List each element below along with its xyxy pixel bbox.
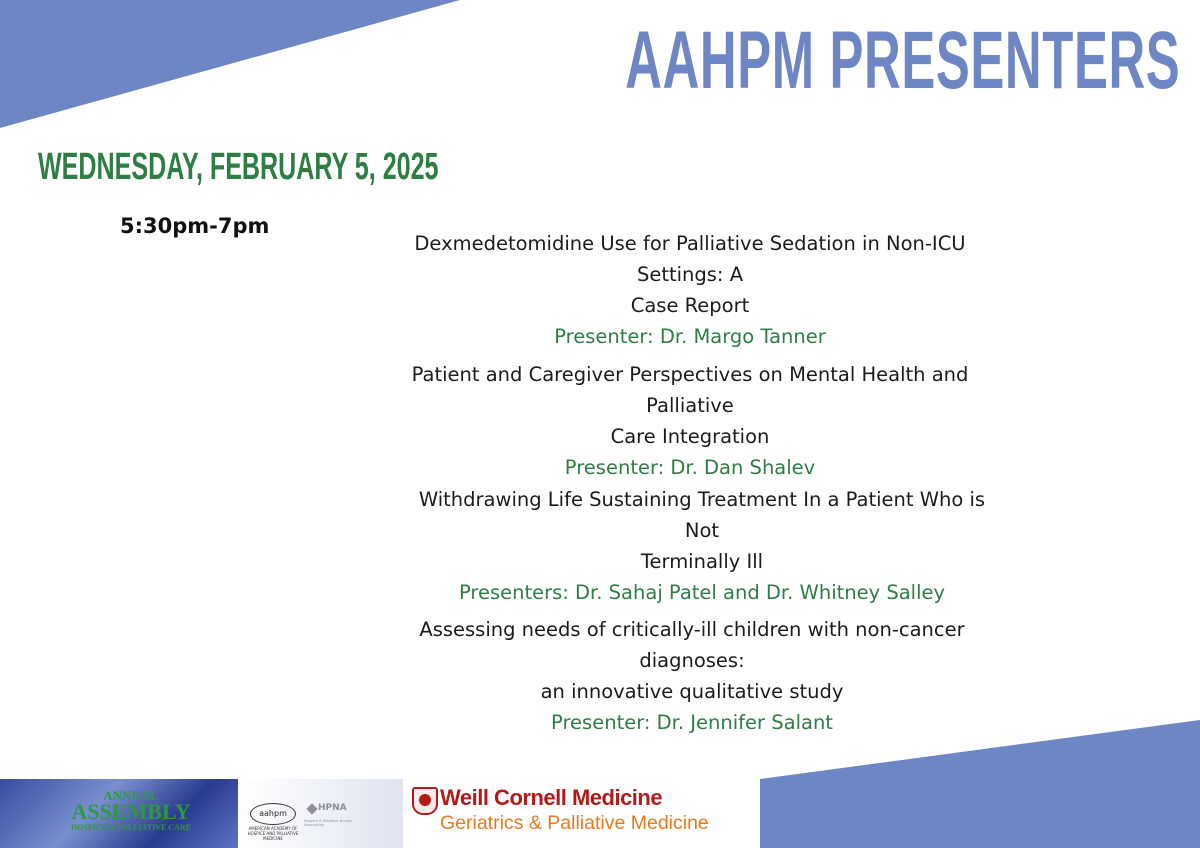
annual-assembly-logo: [0, 779, 238, 848]
session-title-cont: Care Integration: [610, 425, 770, 448]
bottom-right-triangle: [760, 720, 1200, 848]
aahpm-logo: aahpm: [250, 803, 296, 825]
session-title: Assessing needs of critically-ill children with non-cancer diagnoses:: [419, 618, 965, 672]
cornell-crest-icon: [412, 787, 438, 815]
assembly-logo-line2: ASSEMBLY: [71, 799, 191, 824]
session-item: [397, 614, 987, 738]
session-title: Withdrawing Life Sustaining Treatment In a Patient Who is Not: [418, 488, 986, 542]
session-item: [395, 228, 985, 352]
session-title-cont: an innovative qualitative study: [540, 680, 844, 703]
session-title-cont: Case Report: [630, 294, 750, 317]
sponsor-footer: [0, 779, 760, 848]
session-presenter: Presenter: Dr. Margo Tanner: [554, 325, 826, 348]
event-date: WEDNESDAY, FEBRUARY 5, 2025: [38, 146, 439, 188]
assembly-logo-line1: ANNUAL: [103, 788, 159, 803]
partner-logos: [238, 779, 403, 848]
session-title-cont: Terminally Ill: [640, 550, 764, 573]
page-title: AAHPM PRESENTERS: [624, 15, 1180, 106]
session-title: Dexmedetomidine Use for Palliative Sedation in Non-ICU Settings: A: [414, 232, 966, 286]
weill-cornell-logo: [408, 779, 760, 848]
session-title: Patient and Caregiver Perspectives on Mental Health and Palliative: [411, 363, 969, 417]
wcm-department: Geriatrics & Palliative Medicine: [440, 812, 709, 834]
session-item: [407, 484, 997, 608]
wcm-name: Weill Cornell Medicine: [440, 785, 663, 810]
assembly-logo-line3: HOSPICE & PALLIATIVE CARE: [71, 823, 191, 832]
top-left-triangle: [0, 0, 460, 128]
session-presenter: Presenter: Dr. Dan Shalev: [564, 456, 816, 479]
event-time: 5:30pm-7pm: [120, 214, 270, 238]
hpna-icon: [306, 803, 317, 814]
session-presenter: Presenter: Dr. Jennifer Salant: [551, 711, 833, 734]
hpna-logo: HPNA: [318, 803, 347, 813]
aahpm-logo-subtitle: AMERICAN ACADEMY OF HOSPICE AND PALLIATIVE MEDICINE: [247, 826, 299, 841]
session-item: [395, 359, 985, 483]
hpna-logo-subtitle: Hospice & Palliative Nurses Association: [304, 819, 352, 827]
session-presenter: Presenters: Dr. Sahaj Patel and Dr. Whitney Salley: [458, 581, 946, 604]
